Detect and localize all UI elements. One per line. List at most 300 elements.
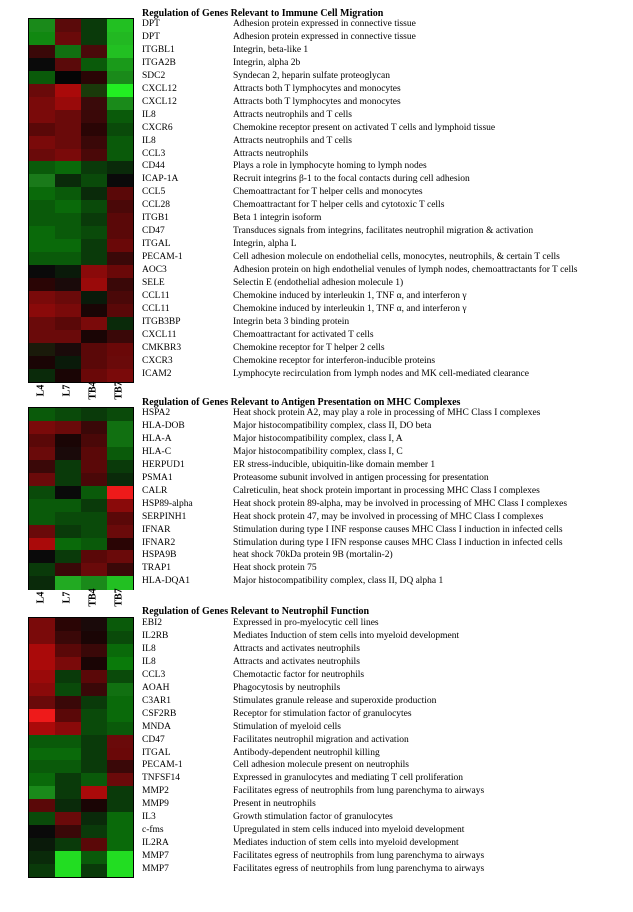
- heatmap-cell: [107, 838, 133, 851]
- heatmap-cell: [81, 447, 107, 460]
- heatmap-cell: [55, 486, 81, 499]
- gene-label: ITGAL: [142, 239, 171, 250]
- heatmap-cell: [29, 550, 55, 563]
- heatmap-cell: [81, 631, 107, 644]
- gene-label: CCL3: [142, 669, 166, 680]
- heatmap-cell: [107, 421, 133, 434]
- heatmap-cell: [55, 696, 81, 709]
- heatmap-cell: [29, 773, 55, 786]
- heatmap-cell: [81, 317, 107, 330]
- heatmap-cell: [29, 563, 55, 576]
- heatmap-cell: [107, 291, 133, 304]
- heatmap-cell: [107, 631, 133, 644]
- heatmap-cell: [107, 330, 133, 343]
- gene-description: Facilitates neutrophil migration and activation: [233, 734, 409, 745]
- heatmap-cell: [29, 851, 55, 864]
- heatmap-cell: [29, 748, 55, 761]
- gene-description: Expressed in pro-myelocytic cell lines: [233, 618, 379, 628]
- heatmap-cell: [81, 408, 107, 421]
- heatmap-cell: [29, 709, 55, 722]
- column-header: L7: [61, 591, 73, 604]
- heatmap-cell: [81, 525, 107, 538]
- gene-description: Attracts both T lymphocytes and monocytes: [233, 96, 401, 107]
- heatmap-cell: [55, 317, 81, 330]
- heatmap-cell: [81, 123, 107, 136]
- heatmap-cell: [29, 343, 55, 356]
- column-header: TB4: [87, 588, 99, 607]
- heatmap-cell: [29, 110, 55, 123]
- heatmap-cell: [81, 434, 107, 447]
- heatmap-cell: [29, 618, 55, 631]
- heatmap-cell: [55, 408, 81, 421]
- heatmap-cell: [81, 696, 107, 709]
- heatmap-cell: [81, 786, 107, 799]
- heatmap-cell: [107, 786, 133, 799]
- gene-description: Stimulation during type I INF response causes MHC Class I induction in infected cells: [233, 524, 563, 535]
- heatmap-cell: [81, 670, 107, 683]
- heatmap-cell: [29, 538, 55, 551]
- heatmap-cell: [29, 58, 55, 71]
- heatmap-cell: [107, 161, 133, 174]
- heatmap-cell: [29, 683, 55, 696]
- heatmap-cell: [29, 291, 55, 304]
- gene-description: Major histocompatibility complex, class I, A: [233, 433, 403, 444]
- gene-label: CCL11: [142, 290, 170, 301]
- heatmap-cell: [29, 356, 55, 369]
- gene-description: Chemoattractant for T helper cells and monocytes: [233, 187, 423, 198]
- gene-label: AOC3: [142, 265, 167, 276]
- heatmap-cell: [29, 174, 55, 187]
- heatmap-cell: [81, 657, 107, 670]
- heatmap-block: [28, 407, 134, 590]
- heatmap-cell: [55, 825, 81, 838]
- heatmap-cell: [81, 683, 107, 696]
- heatmap-cell: [29, 19, 55, 32]
- heatmap-cell: [107, 356, 133, 369]
- heatmap-cell: [55, 343, 81, 356]
- heatmap-cell: [107, 618, 133, 631]
- gene-label: CD47: [142, 734, 165, 745]
- heatmap-cell: [55, 149, 81, 162]
- heatmap-cell: [55, 525, 81, 538]
- heatmap-cell: [81, 825, 107, 838]
- heatmap-cell: [55, 330, 81, 343]
- heatmap-cell: [107, 278, 133, 291]
- heatmap-cell: [29, 722, 55, 735]
- gene-description: Chemokine induced by interleukin 1, TNF α, and interferon γ: [233, 303, 467, 314]
- heatmap-cell: [81, 851, 107, 864]
- heatmap-cell: [29, 434, 55, 447]
- heatmap-cell: [107, 71, 133, 84]
- heatmap-cell: [29, 97, 55, 110]
- heatmap-cell: [107, 19, 133, 32]
- heatmap-cell: [29, 304, 55, 317]
- heatmap-cell: [81, 473, 107, 486]
- heatmap-cell: [55, 670, 81, 683]
- heatmap-cell: [81, 760, 107, 773]
- heatmap-cell: [55, 356, 81, 369]
- heatmap-cell: [55, 161, 81, 174]
- heatmap-cell: [55, 252, 81, 265]
- gene-label: DPT: [142, 31, 160, 42]
- heatmap-cell: [29, 657, 55, 670]
- heatmap-cell: [55, 187, 81, 200]
- heatmap-cell: [107, 525, 133, 538]
- gene-label: TNFSF14: [142, 773, 181, 784]
- heatmap-cell: [81, 58, 107, 71]
- heatmap-cell: [81, 330, 107, 343]
- gene-description: Proteasome subunit involved in antigen processing for presentation: [233, 472, 489, 483]
- gene-label: CD44: [142, 161, 165, 172]
- gene-label: C3AR1: [142, 695, 172, 706]
- heatmap-cell: [107, 735, 133, 748]
- heatmap-cell: [29, 330, 55, 343]
- heatmap-cell: [29, 161, 55, 174]
- heatmap-cell: [81, 278, 107, 291]
- gene-description: Recruit integrins β-1 to the focal contacts during cell adhesion: [233, 174, 470, 185]
- gene-description: Adhesion protein expressed in connective tissue: [233, 31, 416, 42]
- gene-label: HSPA2: [142, 408, 171, 418]
- heatmap-cell: [81, 618, 107, 631]
- heatmap-cell: [81, 84, 107, 97]
- gene-description: Stimulates granule release and superoxide production: [233, 695, 437, 706]
- heatmap-cell: [81, 748, 107, 761]
- heatmap-cell: [107, 84, 133, 97]
- heatmap-cell: [107, 473, 133, 486]
- heatmap-cell: [55, 278, 81, 291]
- gene-description: Selectin E (endothelial adhesion molecule 1): [233, 278, 404, 288]
- heatmap-cell: [81, 291, 107, 304]
- heatmap-cell: [29, 45, 55, 58]
- gene-description: Present in neutrophils: [233, 799, 316, 810]
- heatmap-cell: [55, 538, 81, 551]
- heatmap-cell: [29, 486, 55, 499]
- gene-description: Heat shock protein 75: [233, 563, 317, 574]
- gene-label: ITGB3BP: [142, 316, 181, 327]
- column-header: TB4: [87, 381, 99, 400]
- gene-label: CXCL12: [142, 96, 177, 107]
- heatmap-cell: [29, 760, 55, 773]
- gene-description: Facilitates egress of neutrophils from lung parenchyma to airways: [233, 864, 485, 875]
- heatmap-cell: [55, 735, 81, 748]
- heatmap-cell: [107, 265, 133, 278]
- gene-label: TRAP1: [142, 563, 172, 574]
- heatmap-cell: [81, 97, 107, 110]
- heatmap-cell: [55, 512, 81, 525]
- gene-description: Integrin, alpha L: [233, 239, 297, 250]
- section-title: Regulation of Genes Relevant to Immune Cell Migration: [142, 8, 384, 19]
- heatmap-cell: [107, 722, 133, 735]
- gene-label: MMP9: [142, 799, 169, 810]
- heatmap-cell: [81, 161, 107, 174]
- heatmap-cell: [55, 812, 81, 825]
- heatmap-cell: [81, 550, 107, 563]
- gene-description: Adhesion protein on high endothelial venules of lymph nodes, chemoattractants for T cells: [233, 265, 578, 276]
- heatmap-cell: [29, 71, 55, 84]
- heatmap-cell: [55, 851, 81, 864]
- heatmap-cell: [81, 563, 107, 576]
- heatmap-cell: [29, 812, 55, 825]
- heatmap-cell: [107, 252, 133, 265]
- heatmap-cell: [81, 252, 107, 265]
- gene-description: Heat shock protein 89-alpha, may be involved in processing of MHC Class I complexes: [233, 498, 568, 509]
- gene-description: Mediates Induction of stem cells into myeloid development: [233, 630, 460, 641]
- heatmap-cell: [107, 538, 133, 551]
- gene-description: Integrin, alpha 2b: [233, 57, 301, 68]
- gene-label: ITGA2B: [142, 57, 176, 68]
- heatmap-cell: [81, 799, 107, 812]
- gene-description: Major histocompatibility complex, class II, DQ alpha 1: [233, 576, 444, 587]
- gene-description: Mediates induction of stem cells into myeloid development: [233, 838, 459, 849]
- heatmap-cell: [107, 343, 133, 356]
- heatmap-cell: [81, 644, 107, 657]
- gene-label: IL3: [142, 812, 156, 823]
- heatmap-cell: [81, 71, 107, 84]
- gene-description: Facilitates egress of neutrophils from lung parenchyma to airways: [233, 786, 485, 797]
- gene-label: ICAM2: [142, 368, 172, 379]
- heatmap-cell: [81, 773, 107, 786]
- heatmap-cell: [29, 317, 55, 330]
- heatmap-cell: [55, 97, 81, 110]
- heatmap-cell: [29, 670, 55, 683]
- heatmap-cell: [81, 136, 107, 149]
- gene-description: Attracts neutrophils: [233, 148, 309, 159]
- gene-label: HSPA9B: [142, 550, 177, 561]
- heatmap-cell: [55, 631, 81, 644]
- heatmap-cell: [81, 735, 107, 748]
- heatmap-block: [28, 18, 134, 383]
- heatmap-cell: [107, 226, 133, 239]
- heatmap-cell: [107, 550, 133, 563]
- gene-description: Attracts both T lymphocytes and monocytes: [233, 83, 401, 94]
- heatmap-cell: [29, 864, 55, 877]
- heatmap-cell: [55, 473, 81, 486]
- gene-label: EBI2: [142, 618, 163, 628]
- heatmap-cell: [107, 851, 133, 864]
- gene-description: Cell adhesion molecule present on neutrophils: [233, 760, 409, 771]
- heatmap-cell: [55, 71, 81, 84]
- heatmap-cell: [29, 278, 55, 291]
- heatmap-cell: [107, 434, 133, 447]
- heatmap-cell: [29, 512, 55, 525]
- heatmap-cell: [81, 838, 107, 851]
- gene-label: CXCR6: [142, 122, 173, 133]
- heatmap-cell: [107, 499, 133, 512]
- gene-label: HLA-DOB: [142, 420, 185, 431]
- heatmap-cell: [107, 696, 133, 709]
- gene-description: Cell adhesion molecule on endothelial cells, monocytes, neutrophils, & certain T cells: [233, 252, 560, 263]
- heatmap-cell: [29, 696, 55, 709]
- gene-label: IL8: [142, 656, 156, 667]
- gene-description: Chemokine receptor present on activated T cells and lymphoid tissue: [233, 122, 496, 133]
- heatmap-cell: [107, 110, 133, 123]
- heatmap-cell: [55, 200, 81, 213]
- heatmap-cell: [107, 97, 133, 110]
- heatmap-cell: [107, 644, 133, 657]
- heatmap-cell: [29, 786, 55, 799]
- heatmap-cell: [55, 618, 81, 631]
- heatmap-cell: [107, 447, 133, 460]
- gene-label: ITGAL: [142, 747, 171, 758]
- heatmap-cell: [29, 838, 55, 851]
- gene-label: SDC2: [142, 70, 166, 81]
- heatmap-cell: [55, 421, 81, 434]
- heatmap-cell: [55, 304, 81, 317]
- heatmap-cell: [81, 421, 107, 434]
- heatmap-cell: [107, 45, 133, 58]
- heatmap-cell: [107, 657, 133, 670]
- gene-label: MMP7: [142, 851, 169, 862]
- gene-label: ITGBL1: [142, 44, 175, 55]
- gene-label: ITGB1: [142, 213, 169, 224]
- heatmap-cell: [107, 512, 133, 525]
- gene-description: Chemokine receptor for interferon-inducible proteins: [233, 355, 436, 366]
- gene-description: Stimulation of myeloid cells: [233, 721, 341, 732]
- column-header: L4: [35, 384, 47, 397]
- gene-label: CD47: [142, 226, 165, 237]
- heatmap-cell: [29, 825, 55, 838]
- gene-label: IL8: [142, 643, 156, 654]
- heatmap-cell: [107, 799, 133, 812]
- gene-description: Lymphocyte recirculation from lymph nodes and MK cell-mediated clearance: [233, 368, 529, 379]
- section-title: Regulation of Genes Relevant to Antigen Presentation on MHC Complexes: [142, 397, 461, 408]
- gene-label: IL2RA: [142, 838, 169, 849]
- heatmap-cell: [107, 408, 133, 421]
- heatmap-cell: [55, 213, 81, 226]
- heatmap-cell: [55, 174, 81, 187]
- heatmap-cell: [107, 683, 133, 696]
- gene-description: Plays a role in lymphocyte homing to lymph nodes: [233, 161, 427, 172]
- heatmap-cell: [81, 486, 107, 499]
- gene-label: MNDA: [142, 721, 172, 732]
- gene-description: Chemotactic factor for neutrophils: [233, 669, 365, 680]
- gene-label: HLA-DQA1: [142, 576, 191, 587]
- gene-label: CXCR3: [142, 355, 173, 366]
- heatmap-cell: [55, 239, 81, 252]
- gene-description: Beta 1 integrin isoform: [233, 213, 322, 224]
- heatmap-cell: [29, 473, 55, 486]
- heatmap-cell: [107, 317, 133, 330]
- heatmap-cell: [107, 123, 133, 136]
- gene-description: Major histocompatibility complex, class I, C: [233, 446, 403, 457]
- heatmap-cell: [29, 136, 55, 149]
- heatmap-cell: [107, 136, 133, 149]
- heatmap-cell: [55, 864, 81, 877]
- gene-description: Major histocompatibility complex, class II, DO beta: [233, 420, 432, 431]
- gene-label: IFNAR: [142, 524, 171, 535]
- heatmap-cell: [55, 499, 81, 512]
- heatmap-cell: [55, 460, 81, 473]
- gene-label: CCL5: [142, 187, 166, 198]
- heatmap-cell: [81, 19, 107, 32]
- heatmap-cell: [29, 265, 55, 278]
- gene-label: MMP7: [142, 864, 169, 875]
- gene-description: Attracts and activates neutrophils: [233, 643, 360, 654]
- heatmap-cell: [55, 136, 81, 149]
- heatmap-cell: [55, 644, 81, 657]
- gene-label: CXCL11: [142, 329, 177, 340]
- heatmap-cell: [107, 32, 133, 45]
- gene-description: Chemoattractant for T helper cells and cytotoxic T cells: [233, 200, 445, 211]
- gene-description: Chemokine induced by interleukin 1, TNF α, and interferon γ: [233, 290, 467, 301]
- heatmap-cell: [81, 512, 107, 525]
- gene-label: IFNAR2: [142, 537, 176, 548]
- heatmap-cell: [81, 45, 107, 58]
- gene-description: Stimulation during type I IFN response causes MHC Class I induction in infected cells: [233, 537, 563, 548]
- gene-description: Expressed in granulocytes and mediating T cell proliferation: [233, 773, 463, 784]
- heatmap-cell: [29, 213, 55, 226]
- gene-label: CCL3: [142, 148, 166, 159]
- heatmap-cell: [81, 304, 107, 317]
- gene-description: Adhesion protein expressed in connective tissue: [233, 19, 416, 29]
- heatmap-cell: [107, 149, 133, 162]
- heatmap-cell: [55, 799, 81, 812]
- heatmap-cell: [107, 486, 133, 499]
- heatmap-cell: [107, 812, 133, 825]
- heatmap-cell: [107, 670, 133, 683]
- heatmap-cell: [81, 213, 107, 226]
- gene-label: PSMA1: [142, 472, 173, 483]
- gene-label: AOAH: [142, 682, 170, 693]
- heatmap-cell: [81, 356, 107, 369]
- heatmap-cell: [55, 563, 81, 576]
- heatmap-cell: [107, 174, 133, 187]
- heatmap-cell: [107, 760, 133, 773]
- heatmap-cell: [55, 32, 81, 45]
- heatmap-cell: [107, 709, 133, 722]
- heatmap-cell: [107, 825, 133, 838]
- heatmap-cell: [55, 434, 81, 447]
- gene-description: Facilitates egress of neutrophils from lung parenchyma to airways: [233, 851, 485, 862]
- heatmap-cell: [29, 644, 55, 657]
- heatmap-cell: [29, 460, 55, 473]
- gene-label: MMP2: [142, 786, 169, 797]
- heatmap-cell: [55, 58, 81, 71]
- heatmap-cell: [107, 58, 133, 71]
- heatmap-cell: [107, 239, 133, 252]
- heatmap-cell: [107, 460, 133, 473]
- gene-description: Syndecan 2, heparin sulfate proteoglycan: [233, 70, 390, 81]
- heatmap-cell: [55, 786, 81, 799]
- heatmap-cell: [29, 149, 55, 162]
- gene-description: heat shock 70kDa protein 9B (mortalin-2): [233, 550, 393, 561]
- heatmap-cell: [81, 812, 107, 825]
- gene-label: c-fms: [142, 825, 164, 836]
- gene-label: HERPUD1: [142, 459, 185, 470]
- column-header: TB7: [113, 381, 125, 400]
- heatmap-cell: [107, 187, 133, 200]
- gene-label: SERPINH1: [142, 511, 187, 522]
- heatmap-cell: [55, 683, 81, 696]
- heatmap-cell: [81, 499, 107, 512]
- gene-description: Integrin, beta-like 1: [233, 44, 309, 55]
- gene-description: Antibody-dependent neutrophil killing: [233, 747, 380, 758]
- gene-label: CCL11: [142, 303, 170, 314]
- heatmap-cell: [107, 200, 133, 213]
- gene-label: ICAP-1A: [142, 174, 179, 185]
- gene-description: Attracts neutrophils and T cells: [233, 135, 352, 146]
- column-header: TB7: [113, 588, 125, 607]
- heatmap-cell: [29, 447, 55, 460]
- heatmap-cell: [107, 563, 133, 576]
- gene-label: CALR: [142, 485, 168, 496]
- gene-description: Transduces signals from integrins, facilitates neutrophil migration & activation: [233, 226, 534, 237]
- heatmap-cell: [29, 408, 55, 421]
- heatmap-cell: [81, 32, 107, 45]
- heatmap-cell: [29, 84, 55, 97]
- heatmap-cell: [29, 735, 55, 748]
- gene-description: Attracts neutrophils and T cells: [233, 109, 352, 120]
